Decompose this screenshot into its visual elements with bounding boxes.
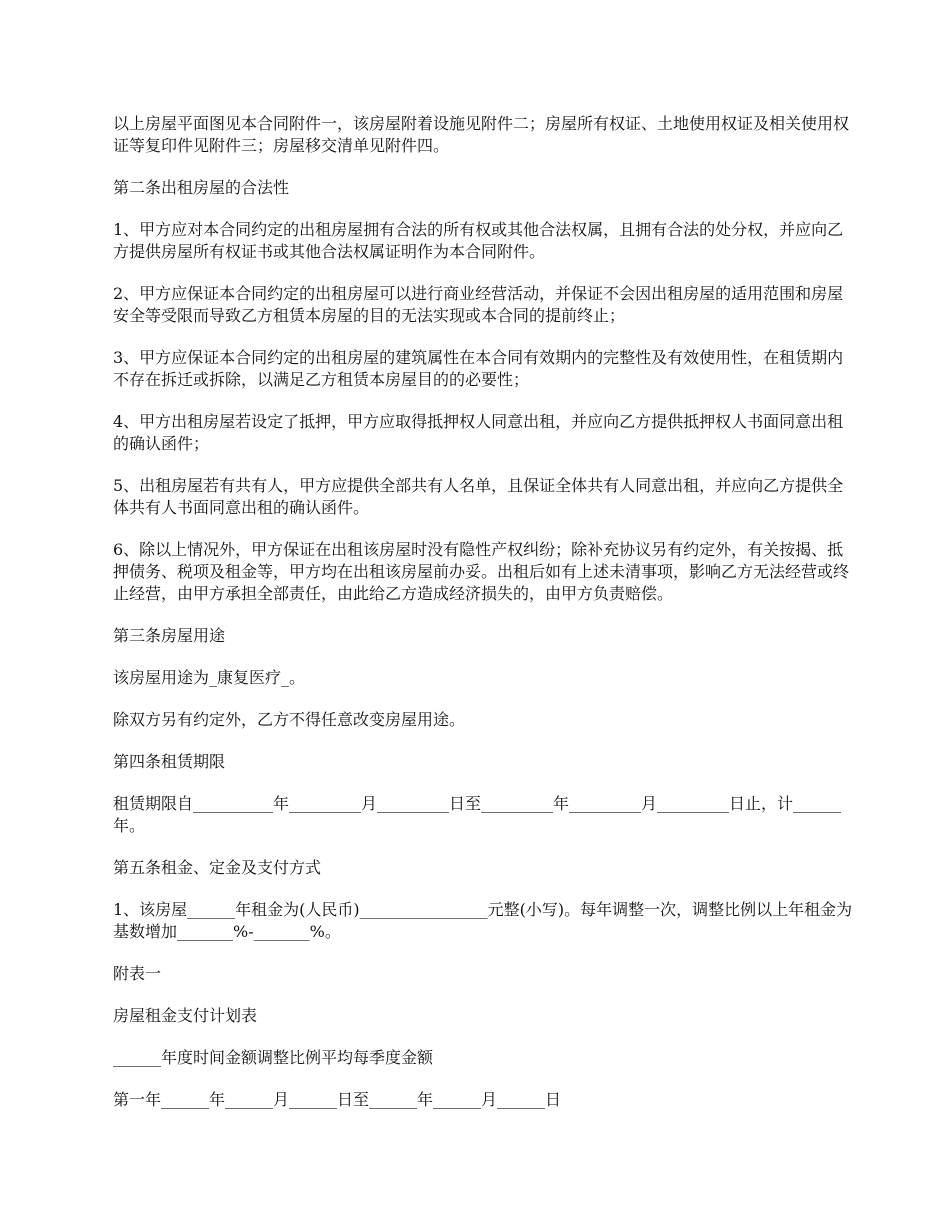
payment-schedule-header: ______年度时间金额调整比例平均每季度金额 xyxy=(113,1048,434,1067)
clause-2-2: 2、甲方应保证本合同约定的出租房屋可以进行商业经营活动，并保证不会因出租房屋的适用范围和房屋安全等受限而导致乙方租赁本房屋的目的无法实现或本合同的提前终止； xyxy=(113,284,844,325)
usage-restriction: 除双方另有约定外，乙方不得任意改变房屋用途。 xyxy=(113,710,466,729)
heading-article-3: 第三条房屋用途 xyxy=(113,626,226,645)
clause-5-1: 1、该房屋______年租金为(人民币)________________元整(小写)。每年调整一次，调整比例以上年租金为基数增加_______%-_______%。 xyxy=(113,900,853,941)
heading-article-5: 第五条租金、定金及支付方式 xyxy=(113,858,322,877)
usage-statement: 该房屋用途为_康复医疗_。 xyxy=(113,668,306,687)
payment-schedule-row-1: 第一年______年______月______日至______年______月______日 xyxy=(113,1090,562,1109)
lease-term: 租赁期限自__________年_________月_________日至_________年_________月_________日止，计______年。 xyxy=(113,794,842,835)
payment-schedule-title: 房屋租金支付计划表 xyxy=(113,1006,258,1025)
heading-article-4: 第四条租赁期限 xyxy=(113,752,226,771)
clause-2-6: 6、除以上情况外，甲方保证在出租该房屋时没有隐性产权纠纷；除补充协议另有约定外，有关按揭、抵押债务、税项及租金等，甲方均在出租该房屋前办妥。出租后如有上述未清事项，影响乙方无法经营或终止经营，由甲方承担全部责任，由此给乙方造成经济损失的，由甲方负责赔偿。 xyxy=(113,540,850,603)
clause-2-1: 1、甲方应对本合同约定的出租房屋拥有合法的所有权或其他合法权属，且拥有合法的处分权，并应向乙方提供房屋所有权证书或其他合法权属证明作为本合同附件。 xyxy=(113,220,844,261)
paragraph-attachments: 以上房屋平面图见本合同附件一，该房屋附着设施见附件二；房屋所有权证、土地使用权证及相关使用权证等复印件见附件三；房屋移交清单见附件四。 xyxy=(113,114,850,155)
clause-2-5: 5、出租房屋若有共有人，甲方应提供全部共有人名单，且保证全体共有人同意出租，并应向乙方提供全体共有人书面同意出租的确认函件。 xyxy=(113,476,844,517)
heading-article-2: 第二条出租房屋的合法性 xyxy=(113,178,290,197)
clause-2-3: 3、甲方应保证本合同约定的出租房屋的建筑属性在本合同有效期内的完整性及有效使用性，在租赁期内不存在拆迁或拆除，以满足乙方租赁本房屋目的的必要性； xyxy=(113,348,844,389)
appendix-label: 附表一 xyxy=(113,964,162,983)
clause-2-4: 4、甲方出租房屋若设定了抵押，甲方应取得抵押权人同意出租，并应向乙方提供抵押权人书面同意出租的确认函件； xyxy=(113,412,844,453)
document-page xyxy=(113,113,853,1131)
